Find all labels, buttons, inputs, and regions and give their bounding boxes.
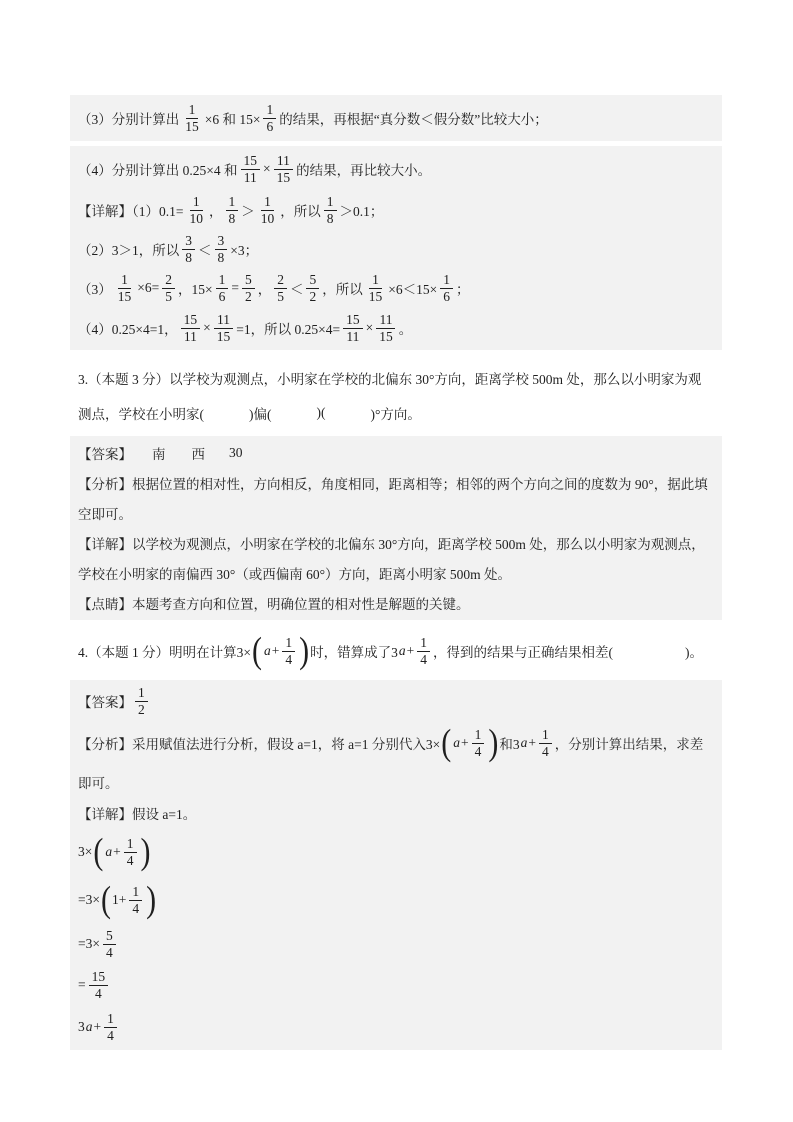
text-run: ， <box>257 282 272 297</box>
fraction <box>216 272 229 305</box>
text-run: )偏( <box>249 406 272 422</box>
text-line <box>78 308 716 348</box>
fraction-numerator: 1 <box>282 635 295 652</box>
question3-statement <box>70 360 722 430</box>
fraction <box>215 233 228 266</box>
fraction <box>258 194 278 227</box>
fraction-denominator: 8 <box>228 210 236 226</box>
fraction-denominator: 2 <box>138 701 145 717</box>
text-run: 30 <box>229 445 243 460</box>
question3-answer-block <box>70 436 722 620</box>
fraction-denominator: 8 <box>217 249 225 265</box>
text-run: + <box>271 643 280 658</box>
text-run: = <box>231 280 239 295</box>
math-variable: a <box>264 643 271 658</box>
fraction-numerator: 1 <box>324 194 337 211</box>
text-run: 。 <box>398 322 413 337</box>
fraction-denominator: 8 <box>326 210 334 226</box>
fraction-denominator: 5 <box>165 288 172 304</box>
fraction-numerator: 1 <box>135 685 148 702</box>
text-run: 测点，学校在小明家( <box>78 406 204 422</box>
text-run: ，分别计算出结果，求差 <box>554 737 704 752</box>
fraction-numerator: 5 <box>306 272 319 289</box>
text-run: ×6＜15× <box>388 282 438 297</box>
fraction-denominator: 8 <box>185 249 192 265</box>
fraction-denominator: 4 <box>474 743 482 759</box>
answer-blank-space <box>272 412 317 413</box>
text-run: ×3； <box>230 243 259 258</box>
text-run: )°方向。 <box>370 406 421 422</box>
text-run: = <box>78 977 86 992</box>
fraction <box>241 153 261 186</box>
fraction-denominator: 11 <box>346 328 360 344</box>
fraction-denominator: 11 <box>183 328 197 344</box>
fraction-numerator: 11 <box>274 153 293 170</box>
fraction-numerator: 1 <box>186 102 199 119</box>
fraction <box>539 727 552 760</box>
fraction-denominator: 6 <box>218 288 226 304</box>
fraction <box>274 272 287 305</box>
text-run: 【点睛】本题考查方向和位置，明确位置的相对性是解题的关键。 <box>78 597 470 612</box>
text-run: 时，错算成了3 <box>310 645 398 660</box>
fraction <box>282 635 295 668</box>
text-line <box>78 558 716 588</box>
fraction <box>187 194 207 227</box>
fraction-numerator: 15 <box>241 153 261 170</box>
fraction-denominator: 2 <box>309 288 317 304</box>
fraction <box>115 272 135 305</box>
fraction-denominator: 6 <box>266 118 274 134</box>
fraction-denominator: 15 <box>185 118 199 134</box>
fraction <box>129 884 142 917</box>
text-run: 【答案】 <box>78 447 132 462</box>
fraction-numerator: 1 <box>261 194 274 211</box>
text-run: ，得到的结果与正确结果相差( <box>433 645 613 660</box>
text-run: + <box>460 735 469 750</box>
text-run: 和3 <box>499 737 520 752</box>
text-run: ＜ <box>289 282 304 297</box>
text-run: 3 <box>78 1019 85 1034</box>
fraction-numerator: 15 <box>343 312 363 329</box>
fraction <box>263 102 276 135</box>
fraction <box>104 1011 117 1044</box>
fraction-denominator: 4 <box>420 651 427 667</box>
text-run: ，15× <box>177 282 213 297</box>
text-line <box>78 190 716 230</box>
fraction-numerator: 11 <box>214 312 233 329</box>
text-run: （3）分别计算出 <box>78 112 180 127</box>
fraction-numerator: 1 <box>226 194 239 211</box>
text-line: 【分析】采用赋值法进行分析，假设 a=1，将 a=1 分别代入3× ( a + $\frac{1}{4}$ ) 和3 a + $\frac{1}{4}$ ，分别计算出结果，求差 <box>78 721 704 763</box>
text-run: 1+ <box>111 892 127 907</box>
text-line <box>78 97 716 139</box>
fraction-numerator: 1 <box>472 727 485 744</box>
text-run: + <box>406 643 415 658</box>
fraction-numerator: 1 <box>369 272 382 289</box>
text-run: )( <box>316 404 326 420</box>
text-line <box>78 766 716 797</box>
answer-blank-space <box>613 651 685 652</box>
text-run: =3× <box>78 892 100 907</box>
fraction <box>472 727 485 760</box>
fraction-numerator: 2 <box>274 272 287 289</box>
answer-blank-space <box>205 453 229 454</box>
fraction-denominator: 10 <box>189 210 203 226</box>
fraction <box>103 928 116 961</box>
text-run: 3.（本题 3 分）以学校为观测点，小明家在学校的北偏东 30°方向，距离学校 500m 处，那么以小明家为观 <box>78 371 702 387</box>
text-line: 4.（本题 1 分）明明在计算3× ( a + $\frac{1}{4}$ ) 时，错算成了3 a + $\frac{1}{4}$ ，得到的结果与正确结果相差( )。 <box>78 629 703 671</box>
fraction <box>124 836 137 869</box>
fraction <box>376 312 396 345</box>
fraction-numerator: 11 <box>376 312 395 329</box>
question2-sub-item4-and-explanation <box>70 146 722 350</box>
text-line <box>78 395 716 430</box>
fraction-denominator: 5 <box>277 288 284 304</box>
fraction <box>242 272 255 305</box>
text-line <box>78 268 716 308</box>
fraction-denominator: 6 <box>443 288 450 304</box>
fraction-numerator: 1 <box>118 272 131 289</box>
text-run: （2）3＞1，所以 <box>78 243 180 258</box>
fraction <box>181 312 201 345</box>
fraction-denominator: 11 <box>243 169 257 185</box>
fraction-denominator: 10 <box>260 210 275 226</box>
text-run: （4）0.25×4=1， <box>78 322 178 337</box>
fraction-numerator: 1 <box>440 272 453 289</box>
fraction <box>214 312 234 345</box>
fraction <box>162 272 175 305</box>
text-run: × <box>203 320 211 335</box>
fraction-numerator: 3 <box>215 233 228 250</box>
text-line <box>78 438 716 468</box>
text-run: （4）分别计算出 0.25×4 和 <box>78 163 238 178</box>
text-run: ，所以 <box>322 282 363 297</box>
question4-answer-block <box>70 680 722 1050</box>
text-run: 【详解】假设 a=1。 <box>78 806 197 822</box>
answer-blank-space <box>132 453 152 454</box>
fraction <box>324 194 337 227</box>
text-run: （3） <box>78 282 112 297</box>
answer-blank-space <box>166 453 192 454</box>
text-run: ×6 和 15× <box>204 112 261 127</box>
fraction <box>306 272 319 305</box>
text-run: + <box>93 1019 102 1034</box>
text-run: 的结果，再根据“真分数＜假分数”比较大小； <box>279 112 548 127</box>
text-run: 3× <box>78 844 93 859</box>
text-run: ，所以 <box>280 204 321 219</box>
fraction-denominator: 2 <box>244 288 252 304</box>
text-run: × <box>365 320 374 335</box>
fraction-numerator: 1 <box>263 102 276 119</box>
answer-blank-space <box>326 412 371 413</box>
fraction-numerator: 1 <box>216 272 229 289</box>
fraction-denominator: 15 <box>368 288 383 304</box>
text-run: 即可。 <box>78 775 119 791</box>
fraction-denominator: 15 <box>216 328 231 344</box>
fraction-numerator: 5 <box>103 928 116 945</box>
text-run: 南 <box>152 447 166 462</box>
text-line: =3× ( 1+ $\frac{1}{4}$ ) <box>78 878 157 920</box>
math-variable: a <box>105 844 113 859</box>
fraction <box>440 272 453 305</box>
text-run: 【详解】（1）0.1= <box>78 204 184 219</box>
math-variable: a <box>85 1019 93 1034</box>
fraction-numerator: 1 <box>124 836 137 853</box>
math-variable: a <box>398 643 406 658</box>
fraction <box>343 312 363 345</box>
fraction-denominator: 4 <box>107 1027 114 1043</box>
fraction-numerator: 3 <box>182 233 195 250</box>
text-run: 【详解】以学校为观测点，小明家在学校的北偏东 30°方向，距离学校 500m 处，那么以小明家为观测点， <box>78 537 705 552</box>
fraction <box>89 969 109 1002</box>
fraction-numerator: 2 <box>162 272 175 289</box>
fraction <box>417 635 430 668</box>
fraction-numerator: 1 <box>129 884 142 901</box>
text-run: ×6= <box>137 280 160 295</box>
text-run: + <box>113 844 121 859</box>
fraction-numerator: 15 <box>181 312 201 329</box>
fraction-denominator: 4 <box>541 743 549 759</box>
fraction-denominator: 15 <box>379 328 393 344</box>
text-run: =3× <box>78 936 100 951</box>
text-line <box>78 230 716 268</box>
text-run: ＜ <box>198 243 212 258</box>
text-run: ＞ <box>241 204 255 219</box>
math-variable: a <box>453 735 460 750</box>
text-run: ； <box>455 282 470 297</box>
fraction <box>182 233 195 266</box>
fraction-numerator: 15 <box>89 969 109 986</box>
text-line <box>78 360 716 395</box>
text-line: 3× ( a + $\frac{1}{4}$ ) <box>78 830 151 872</box>
fraction-numerator: 1 <box>190 194 203 211</box>
text-run: 【分析】根据位置的相对性，方向相反，角度相同，距离相等；相邻的两个方向之间的度数为 90°，据此填 <box>78 477 708 492</box>
question2-sub-item3 <box>70 95 722 141</box>
fraction-denominator: 4 <box>95 985 102 1001</box>
answer-blank-space <box>204 412 249 413</box>
text-line <box>78 682 716 720</box>
text-line <box>78 588 716 618</box>
text-run: =1，所以 0.25×4= <box>236 322 341 337</box>
fraction-numerator: 1 <box>539 727 552 744</box>
fraction <box>226 194 239 227</box>
fraction <box>366 272 386 305</box>
text-run: 西 <box>191 447 205 462</box>
fraction-denominator: 4 <box>126 852 134 868</box>
text-line <box>78 528 716 558</box>
text-run: × <box>263 161 271 176</box>
fraction <box>182 102 202 135</box>
text-run: + <box>528 735 536 750</box>
math-variable: a <box>520 735 528 750</box>
text-run: 【答案】 <box>78 695 132 710</box>
text-line <box>78 498 716 528</box>
fraction <box>274 153 294 186</box>
fraction-denominator: 15 <box>117 288 132 304</box>
text-line <box>78 797 716 828</box>
text-line <box>78 1006 716 1048</box>
text-line <box>78 964 716 1006</box>
text-line <box>78 148 716 190</box>
fraction-denominator: 4 <box>285 651 293 667</box>
fraction <box>135 685 148 718</box>
fraction-denominator: 4 <box>105 944 113 960</box>
text-run: 的结果，再比较大小。 <box>296 163 432 178</box>
fraction-numerator: 1 <box>104 1011 117 1028</box>
fraction-denominator: 15 <box>276 169 291 185</box>
fraction-numerator: 5 <box>242 272 255 289</box>
text-run: 【分析】采用赋值法进行分析，假设 a=1，将 a=1 分别代入3× <box>78 737 441 752</box>
text-run: ， <box>209 204 223 219</box>
text-run: 空即可。 <box>78 507 132 522</box>
question4-statement <box>70 628 722 674</box>
text-run: )。 <box>685 645 703 660</box>
text-line <box>78 468 716 498</box>
text-run: ＞0.1； <box>339 204 384 219</box>
text-run: 学校在小明家的南偏西 30°（或西偏南 60°）方向，距离小明家 500m 处。 <box>78 567 512 582</box>
text-run: 4.（本题 1 分）明明在计算3× <box>78 645 251 660</box>
fraction-denominator: 4 <box>132 900 140 916</box>
text-line <box>78 924 716 964</box>
fraction-numerator: 1 <box>417 635 430 652</box>
